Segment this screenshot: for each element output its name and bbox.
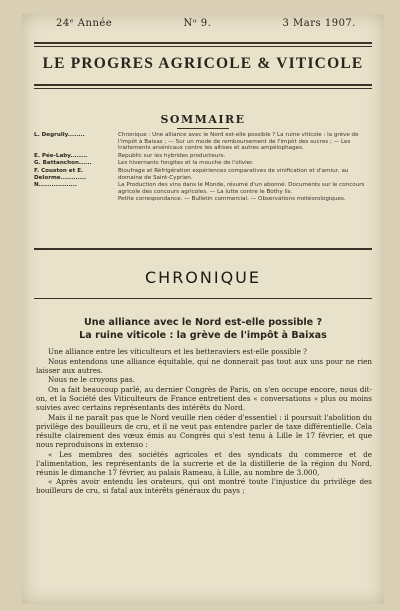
masthead-rule-thin xyxy=(34,88,372,89)
table-of-contents xyxy=(34,132,374,204)
toc-description: La Production des vins dans le Monde, résumé d'un abonné. Documents sur le concours agricole des concours agricoles. — La lutte contre le Bothy lis. xyxy=(118,182,365,195)
toc-author: L. Degrully........ xyxy=(34,132,85,138)
toc-item xyxy=(34,160,374,167)
article-paragraph: On a fait beaucoup parlé, au dernier Congrès de Paris, on s'en occupe encore, nous dit-on, et la Société des Viticulteurs de France entretient des « conversations » plus ou moins suivies avec certains représentants des intérêts du Nord. xyxy=(36,384,372,413)
toc-item xyxy=(34,168,374,181)
article-paragraph: Mais il ne paraît pas que le Nord veuille rien céder d'essentiel : il poursuit l'abolition du privilège des bouilleurs de cru, et il ne veut pas entendre parler de taxe différentielle. Cela résulte clairement des vœux émis au Congrès qui s'est tenu à Lille le 17 février, et que nous reproduisons in extenso : xyxy=(36,412,372,449)
sommaire-underline xyxy=(177,128,229,129)
toc-description: Petite correspondance. — Bulletin commercial. — Observations météorologiques. xyxy=(118,196,346,203)
header-rule-top xyxy=(34,42,372,44)
issue-date: 3 Mars 1907. xyxy=(282,18,356,29)
toc-item xyxy=(34,196,374,203)
article-paragraph: « Après avoir entendu les orateurs, qui ont montré toute l'injustice du privilège des bouilleurs de cru, si fatal aux intérêts généraux du pays ; xyxy=(36,477,372,496)
masthead-rule xyxy=(34,84,372,86)
article-title-line-2: La ruine viticole : la grève de l'impôt à Baixas xyxy=(79,330,327,341)
toc-item xyxy=(34,182,374,195)
toc-author: N.................. xyxy=(34,182,77,189)
article-body xyxy=(36,347,372,496)
toc-description: Bioufrage et Réfrigération expériences comparatives de vinification et d'amiur, au domaine de Saint-Cyprien. xyxy=(118,167,349,181)
article-title-line-1: Une alliance avec le Nord est-elle possible ? xyxy=(83,317,323,328)
toc-description: Republic sur les hybrides producteurs. xyxy=(118,152,226,159)
journal-title: LE PROGRES AGRICOLE & VITICOLE xyxy=(42,55,364,72)
article-paragraph: Nous entendons une alliance équitable, qui ne donnerait pas tout aux uns pour ne rien laisser aux autres. xyxy=(36,356,372,375)
toc-description: Chronique : Une alliance avec le Nord est-elle possible ? La ruine viticole : la grève de l'impôt à Baixas ; — Sur un mode de remboursement de l'impôt des sucres ; — Les traitements arsénicaux contre les altises et autres ampélophages. xyxy=(118,132,359,152)
toc-author: F. Couston et E. Delorme............ xyxy=(34,167,87,181)
chronique-rule xyxy=(34,298,372,299)
section-rule xyxy=(34,248,372,250)
sommaire-heading: SOMMAIRE xyxy=(160,113,246,126)
header-rule-top-thin xyxy=(34,46,372,47)
toc-item xyxy=(34,153,374,160)
toc-item xyxy=(34,132,374,152)
document-page xyxy=(22,14,384,604)
article-paragraph: Nous ne le croyons pas. xyxy=(48,375,135,385)
issue-header xyxy=(56,18,356,34)
issue-number: Nᵒ 9. xyxy=(183,18,212,29)
toc-author: E. Pée-Laby........ xyxy=(34,152,88,159)
issue-year: 24ᵉ Année xyxy=(56,18,113,29)
toc-author: G. Battanchon...... xyxy=(34,160,92,167)
article-paragraph: « Les membres des sociétés agricoles et des syndicats du commerce et de l'alimentation, les représentants de la sucrerie et de la distillerie de la région du Nord, réunis le dimanche 17 février, au palais Rameau, à Lille, au nombre de 3.000, xyxy=(36,449,372,477)
chronique-heading: CHRONIQUE xyxy=(144,268,261,287)
toc-description: Les hivernants fongites et la mouche de l'olivier. xyxy=(118,160,254,167)
article-paragraph: Une alliance entre les viticulteurs et les betteraviers est-elle possible ? xyxy=(48,347,307,356)
toc-author xyxy=(34,196,118,203)
article-title xyxy=(22,316,384,342)
